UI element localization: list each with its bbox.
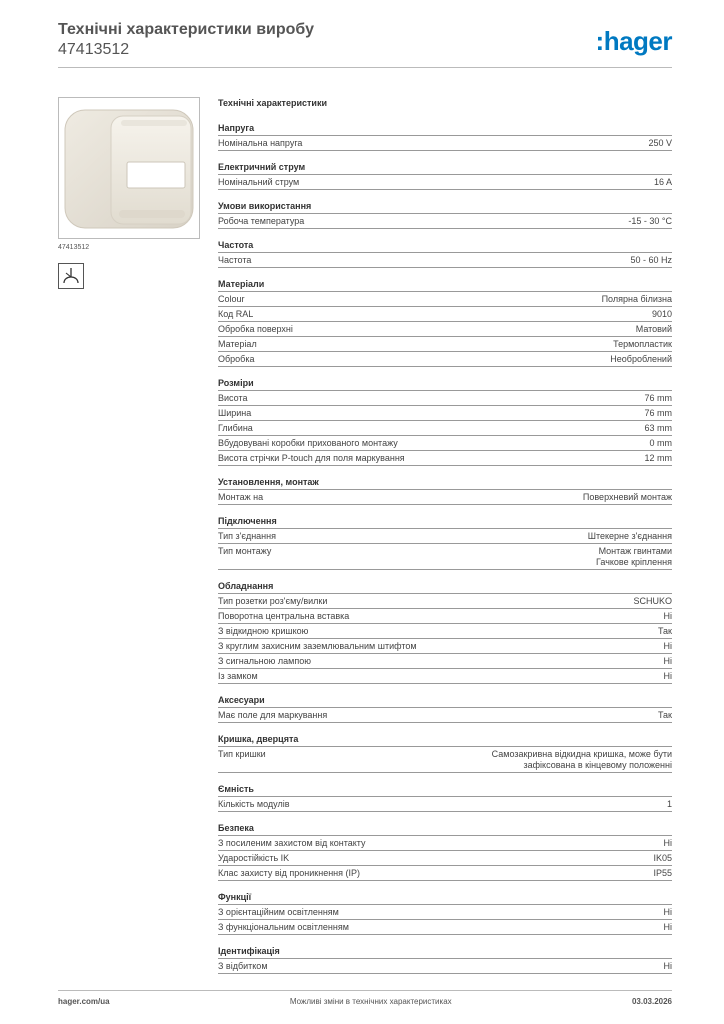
spec-row [218, 490, 672, 505]
spec-row [218, 406, 672, 421]
spec-group-title: Матеріали [218, 278, 672, 292]
spec-value: Ні [663, 961, 672, 971]
spec-row [218, 836, 672, 851]
spec-row [218, 175, 672, 190]
spec-value: Ні [663, 922, 672, 932]
spec-label: Монтаж на [218, 492, 264, 502]
spec-value: SCHUKO [633, 596, 672, 606]
spec-group-title: Електричний струм [218, 161, 672, 175]
spec-row [218, 337, 672, 352]
spec-label: Ширина [218, 408, 252, 418]
spec-label: Обробка [218, 354, 255, 364]
spec-value: Ні [663, 656, 672, 666]
spec-label: З відбитком [218, 961, 268, 971]
spec-group [218, 580, 672, 684]
spec-value: 1 [666, 799, 672, 809]
spec-row [218, 708, 672, 723]
spec-value: 250 V [648, 138, 672, 148]
spec-row [218, 451, 672, 466]
spec-row [218, 253, 672, 268]
spec-value: Полярна білизна [601, 294, 672, 304]
spec-value: 12 mm [644, 453, 672, 463]
spec-group [218, 278, 672, 367]
spec-value: 76 mm [644, 408, 672, 418]
spec-row [218, 624, 672, 639]
spec-row [218, 322, 672, 337]
spec-group [218, 476, 672, 505]
spec-label: Поворотна центральна вставка [218, 611, 350, 621]
spec-group-title: Безпека [218, 822, 672, 836]
spec-row [218, 544, 672, 570]
spec-row [218, 307, 672, 322]
spec-group-title: Функції [218, 891, 672, 905]
spec-group [218, 122, 672, 151]
spec-value: 63 mm [644, 423, 672, 433]
spec-group-title: Кришка, дверцята [218, 733, 672, 747]
spec-row [218, 352, 672, 367]
spec-label: Код RAL [218, 309, 254, 319]
spec-label: Висота [218, 393, 248, 403]
footer-divider [58, 990, 672, 991]
spec-group [218, 161, 672, 190]
spec-row [218, 214, 672, 229]
spec-value: 9010 [651, 309, 672, 319]
spec-value: IP55 [653, 868, 672, 878]
spec-label: Тип монтажу [218, 546, 272, 556]
spec-label: Тип з'єднання [218, 531, 276, 541]
spec-value: Необроблений [610, 354, 672, 364]
spec-row [218, 594, 672, 609]
spec-label: Частота [218, 255, 252, 265]
spec-label: З орієнтаційним освітленням [218, 907, 339, 917]
spec-group [218, 377, 672, 466]
spec-label: Матеріал [218, 339, 257, 349]
product-image [58, 97, 200, 239]
footer-website: hager.com/ua [58, 997, 110, 1006]
spec-row [218, 292, 672, 307]
spec-value: 50 - 60 Hz [630, 255, 672, 265]
spec-group-title: Ємність [218, 783, 672, 797]
spec-value: Поверхневий монтаж [582, 492, 672, 502]
footer-date: 03.03.2026 [631, 997, 672, 1006]
spec-row [218, 136, 672, 151]
spec-group-title: Обладнання [218, 580, 672, 594]
footer-note: Можливі зміни в технічних характеристиках [289, 997, 452, 1006]
spec-value: Термопластик [613, 339, 672, 349]
product-code-heading: 47413512 [58, 41, 130, 58]
spec-row [218, 866, 672, 881]
spec-label: Colour [218, 294, 245, 304]
spec-label: Номінальний струм [218, 177, 300, 187]
spec-group-title: Установлення, монтаж [218, 476, 672, 490]
spec-value: IK05 [653, 853, 672, 863]
spec-value: Самозакривна відкидна кришка, може бути зафіксована в кінцевому положенні [491, 749, 672, 770]
spec-group-title: Аксесуари [218, 694, 672, 708]
product-code-label: 47413512 [58, 244, 90, 251]
spec-value: Ні [663, 838, 672, 848]
spec-group [218, 239, 672, 268]
spec-label: Має поле для маркування [218, 710, 328, 720]
spec-row [218, 797, 672, 812]
spec-value: Монтаж гвинтами Гачкове кріплення [596, 546, 672, 567]
spec-group [218, 783, 672, 812]
spec-value: Ні [663, 671, 672, 681]
spec-group-title: Частота [218, 239, 672, 253]
spec-label: З круглим захисним заземлювальним штифтом [218, 641, 417, 651]
spec-value: Ні [663, 641, 672, 651]
spec-value: -15 - 30 °C [628, 216, 672, 226]
spec-row [218, 436, 672, 451]
spec-group [218, 515, 672, 570]
spec-value: Так [657, 626, 672, 636]
socket-symbol-icon [58, 263, 84, 289]
spec-label: Робоча температура [218, 216, 305, 226]
spec-group-title: Підключення [218, 515, 672, 529]
hager-logo: :hager [595, 26, 672, 56]
spec-row [218, 639, 672, 654]
spec-group-title: Розміри [218, 377, 672, 391]
spec-row [218, 905, 672, 920]
spec-label: Обробка поверхні [218, 324, 293, 334]
spec-row [218, 654, 672, 669]
spec-row [218, 609, 672, 624]
spec-label: Вбудовувані коробки прихованого монтажу [218, 438, 398, 448]
spec-value: 76 mm [644, 393, 672, 403]
header-divider [58, 67, 672, 68]
spec-label: З функціональним освітленням [218, 922, 349, 932]
spec-group-title: Напруга [218, 122, 672, 136]
spec-row [218, 747, 672, 773]
spec-label: З сигнальною лампою [218, 656, 311, 666]
spec-group [218, 200, 672, 229]
spec-label: Тип кришки [218, 749, 266, 759]
spec-group-title: Ідентифікація [218, 945, 672, 959]
spec-label: Номінальна напруга [218, 138, 303, 148]
spec-value: Штекерне з'єднання [587, 531, 672, 541]
spec-value: Ні [663, 907, 672, 917]
spec-value: Так [657, 710, 672, 720]
spec-row [218, 421, 672, 436]
spec-row [218, 391, 672, 406]
page-title: Технічні характеристики виробу [58, 21, 314, 38]
spec-group [218, 733, 672, 773]
spec-label: Ударостійкість IK [218, 853, 290, 863]
spec-group-title: Умови використання [218, 200, 672, 214]
spec-value: 0 mm [649, 438, 672, 448]
spec-group [218, 822, 672, 881]
spec-group [218, 891, 672, 935]
spec-group [218, 945, 672, 974]
spec-group [218, 694, 672, 723]
specs-heading: Технічні характеристики [218, 98, 327, 108]
spec-row [218, 920, 672, 935]
spec-label: Висота стрічки P-touch для поля маркування [218, 453, 405, 463]
spec-label: З посиленим захистом від контакту [218, 838, 366, 848]
spec-row [218, 529, 672, 544]
spec-label: Глибина [218, 423, 253, 433]
specifications-table [218, 96, 672, 984]
spec-label: Клас захисту від проникнення (IP) [218, 868, 361, 878]
spec-value: Матовий [635, 324, 672, 334]
spec-row [218, 851, 672, 866]
spec-label: Кількість модулів [218, 799, 290, 809]
spec-value: Ні [663, 611, 672, 621]
spec-label: Із замком [218, 671, 258, 681]
page-header [58, 20, 314, 60]
spec-row [218, 959, 672, 974]
spec-value: 16 A [653, 177, 672, 187]
spec-row [218, 669, 672, 684]
socket-outlet-image [59, 98, 199, 238]
page-footer [58, 997, 672, 1006]
spec-label: З відкидною кришкою [218, 626, 309, 636]
spec-label: Тип розетки роз'єму/вилки [218, 596, 328, 606]
